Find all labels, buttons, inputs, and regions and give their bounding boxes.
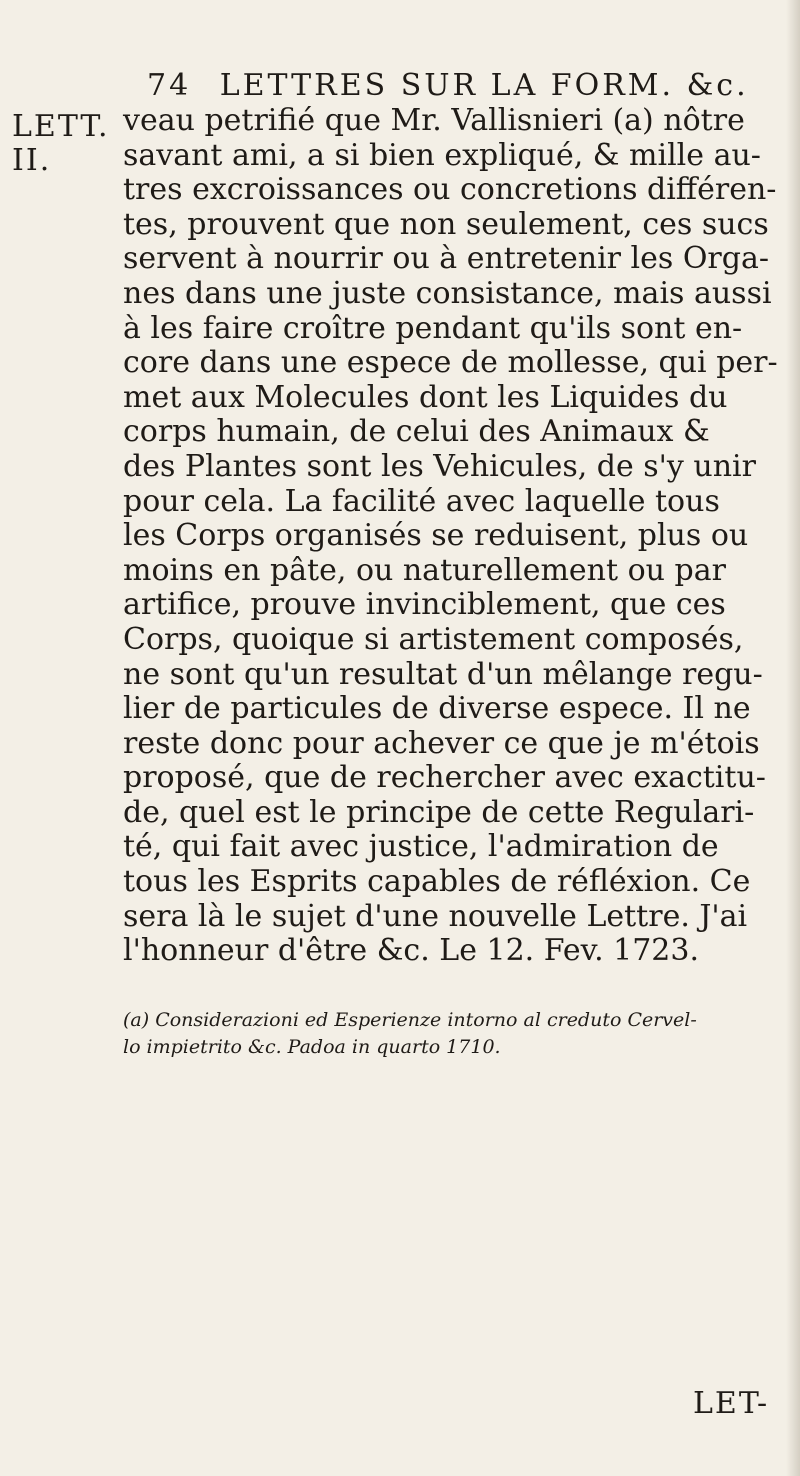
body-line: savant ami, a si bien expliqué, & mille au-: [123, 137, 761, 173]
body-line: sera là le sujet d'une nouvelle Lettre. J'ai: [123, 898, 748, 934]
body-line: artifice, prouve invinciblement, que ces: [123, 587, 726, 623]
running-title: LETTRES SUR LA FORM. &c.: [219, 68, 749, 103]
body-line: corps humain, de celui des Animaux &: [123, 414, 710, 450]
body-line: moins en pâte, ou naturellement ou par: [123, 552, 726, 588]
body-line: met aux Molecules dont les Liquides du: [123, 379, 728, 415]
body-text: [123, 104, 783, 969]
margin-note-line: LETT.: [12, 109, 110, 144]
body-line: nes dans une juste consistance, mais aussi: [123, 275, 772, 311]
running-head: [147, 68, 767, 103]
body-line: veau petrifié que Mr. Vallisnieri (a) nôtre: [123, 103, 745, 138]
footnote-line: (a) Considerazioni ed Esperienze intorno al creduto Cervel-: [123, 1009, 697, 1031]
body-line: reste donc pour achever ce que je m'étois: [123, 725, 760, 761]
margin-note: [12, 110, 110, 178]
body-line: tres excroissances ou concretions différen-: [123, 172, 777, 208]
margin-note-line: II.: [12, 143, 52, 178]
body-line: des Plantes sont les Vehicules, de s'y unir: [123, 448, 756, 484]
body-line: ne sont qu'un resultat d'un mêlange regu-: [123, 656, 763, 692]
body-line: proposé, que de rechercher avec exactitu-: [123, 760, 766, 796]
body-line: tous les Esprits capables de réfléxion. Ce: [123, 864, 751, 900]
body-line: l'honneur d'être &c. Le 12. Fev. 1723.: [123, 933, 700, 969]
footnote-line: lo impietrito &c. Padoa in quarto 1710.: [123, 1036, 501, 1058]
body-line: les Corps organisés se reduisent, plus ou: [123, 518, 749, 554]
catchword: LET-: [693, 1386, 770, 1421]
body-line: servent à nourrir ou à entretenir les Orga-: [123, 241, 769, 277]
page-number: 74: [147, 68, 192, 103]
body-line: tes, prouvent que non seulement, ces sucs: [123, 206, 769, 242]
footnote: [123, 1007, 783, 1061]
page-edge-shadow: [786, 0, 800, 1476]
body-line: core dans une espece de mollesse, qui per-: [123, 345, 778, 381]
body-line: de, quel est le principe de cette Regulari-: [123, 794, 755, 830]
body-line: té, qui fait avec justice, l'admiration de: [123, 829, 719, 865]
body-line: Corps, quoique si artistement composés,: [123, 621, 744, 657]
body-line: à les faire croître pendant qu'ils sont en-: [123, 310, 743, 346]
body-line: lier de particules de diverse espece. Il ne: [123, 691, 751, 727]
body-line: pour cela. La facilité avec laquelle tous: [123, 483, 720, 519]
